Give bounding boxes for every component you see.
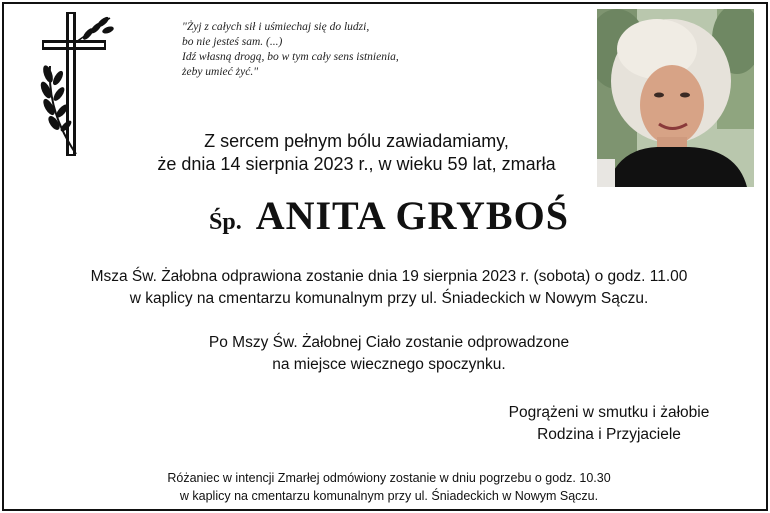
signature-line: Rodzina i Przyjaciele	[537, 426, 681, 443]
deceased-name-line	[4, 192, 770, 239]
quote-line: żeby umieć żyć."	[182, 66, 259, 78]
announcement	[124, 130, 589, 176]
name-prefix: Śp.	[209, 209, 242, 235]
rosary-info	[4, 469, 770, 505]
burial-line: na miejsce wiecznego spoczynku.	[272, 356, 506, 373]
announcement-line: Z sercem pełnym bólu zawiadamiamy,	[204, 131, 509, 151]
burial-info	[4, 332, 770, 376]
rosary-line: Różaniec w intencji Zmarłej odmówiony zostanie w dniu pogrzebu o godz. 10.30	[167, 471, 611, 485]
quote-line: Idź własną drogą, bo w tym cały sens istnienia,	[182, 51, 399, 63]
announcement-line: że dnia 14 sierpnia 2023 r., w wieku 59 lat, zmarła	[157, 154, 556, 174]
quote-line: bo nie jesteś sam. (...)	[182, 36, 283, 48]
deceased-name: ANITA GRYBOŚ	[255, 193, 569, 238]
mass-info	[4, 266, 770, 310]
cross-with-palm-icon	[38, 12, 116, 160]
burial-line: Po Mszy Św. Żałobnej Ciało zostanie odprowadzone	[208, 334, 570, 351]
mass-line: Msza Św. Żałobna odprawiona zostanie dnia 19 sierpnia 2023 r. (sobota) o godz. 11.00	[90, 268, 688, 285]
quote	[182, 20, 512, 80]
obituary-card	[2, 2, 768, 511]
mass-line: w kaplicy na cmentarzu komunalnym przy ul. Śniadeckich w Nowym Sączu.	[129, 290, 649, 307]
rosary-line: w kaplicy na cmentarzu komunalnym przy ul. Śniadeckich w Nowym Sączu.	[179, 489, 599, 503]
signature	[464, 402, 754, 446]
portrait-photo	[597, 9, 754, 187]
quote-line: "Żyj z całych sił i uśmiechaj się do ludzi,	[182, 21, 370, 33]
signature-line: Pogrążeni w smutku i żałobie	[508, 404, 710, 421]
